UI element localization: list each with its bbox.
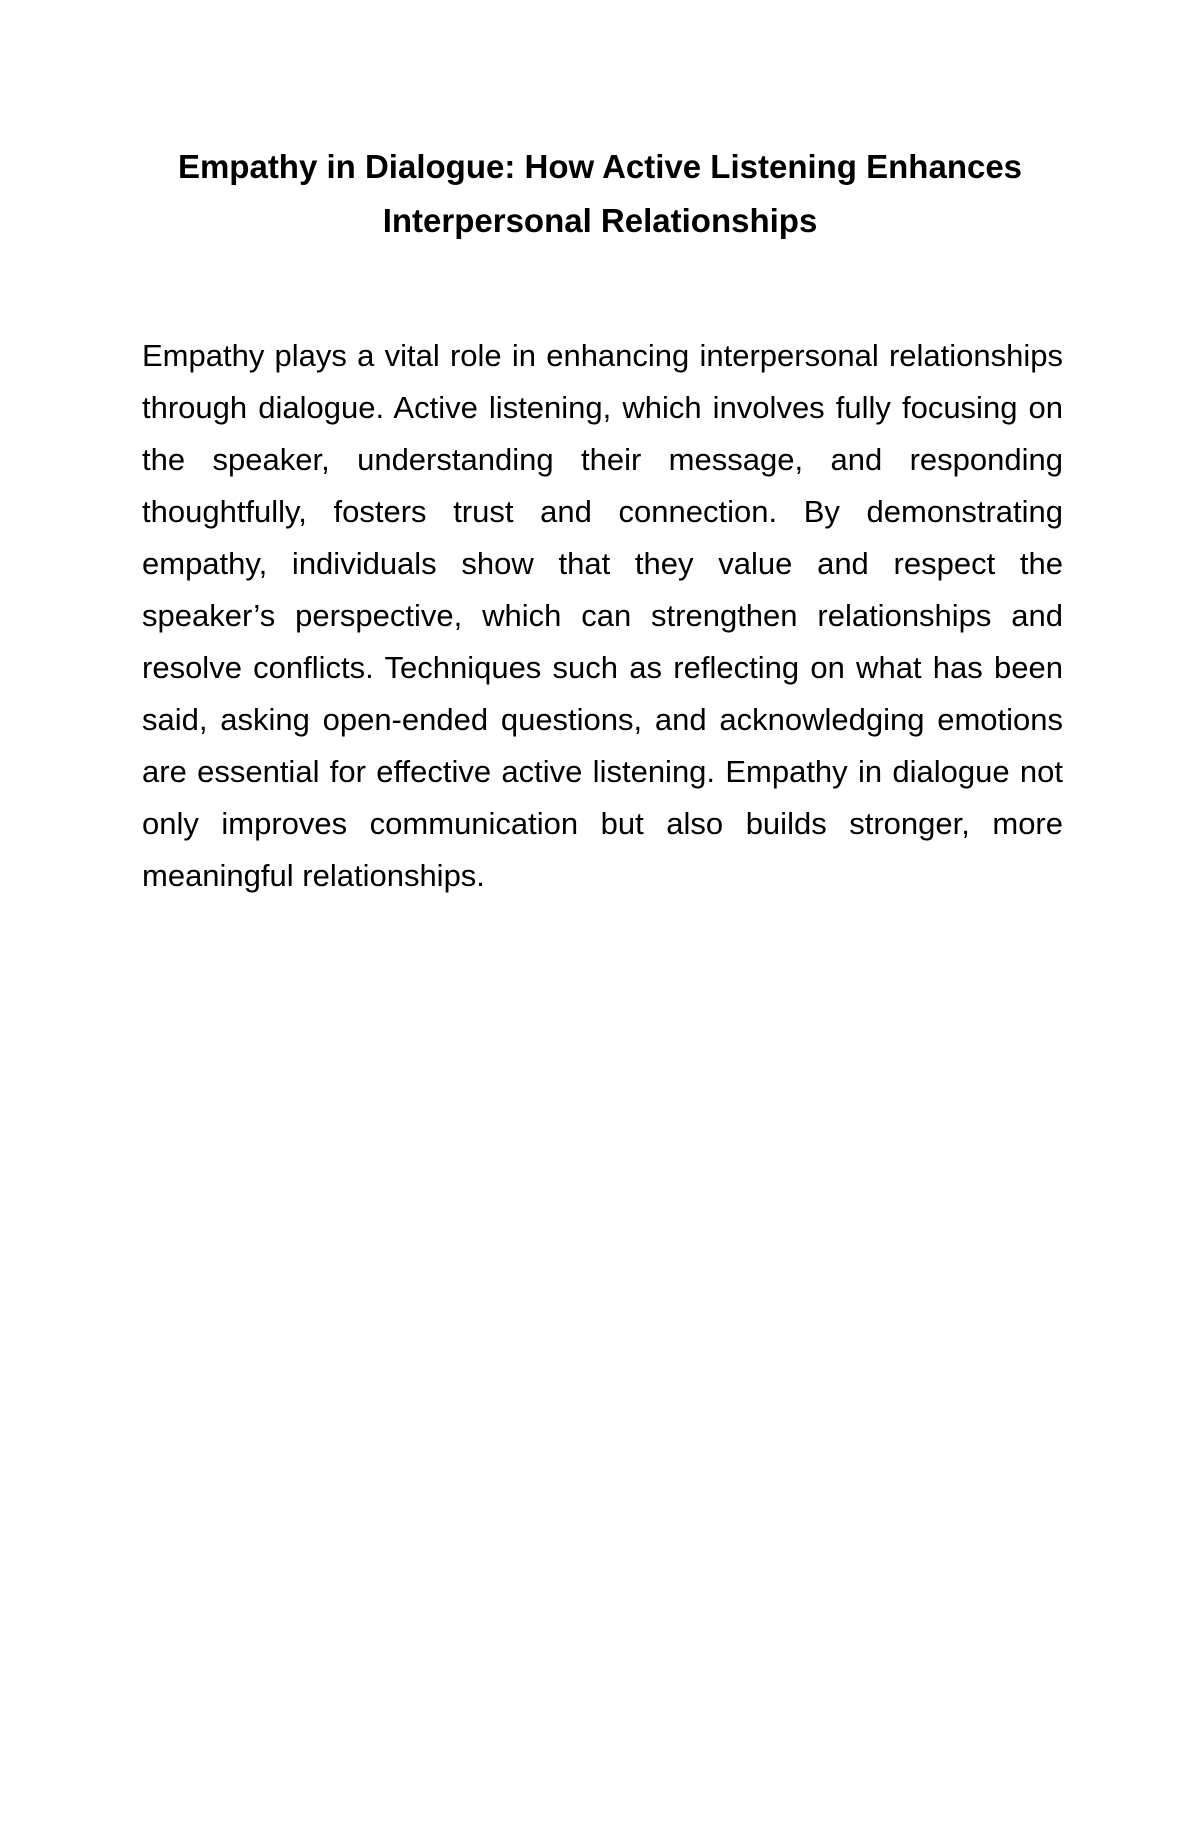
document-title (150, 140, 1050, 248)
document-title-line-2: Interpersonal Relationships (382, 202, 818, 239)
document-title-line-1: Empathy in Dialogue: How Active Listening Enhances (177, 148, 1023, 185)
document-body-paragraph: Empathy plays a vital role in enhancing interpersonal relationships through dialogue. Active listening, which involves fully focusing on the speaker, understanding their message, and responding thoughtfully, fosters trust and connection. By demonstrating empathy, individuals show that they value and respect the speaker’s perspective, which can strengthen relationships and resolve conflicts. Techniques such as reflecting on what has been said, asking open-ended questions, and acknowledging emotions are essential for effective active listening. Empathy in dialogue not only improves communication but also builds stronger, more meaningful relationships. (142, 338, 1063, 893)
